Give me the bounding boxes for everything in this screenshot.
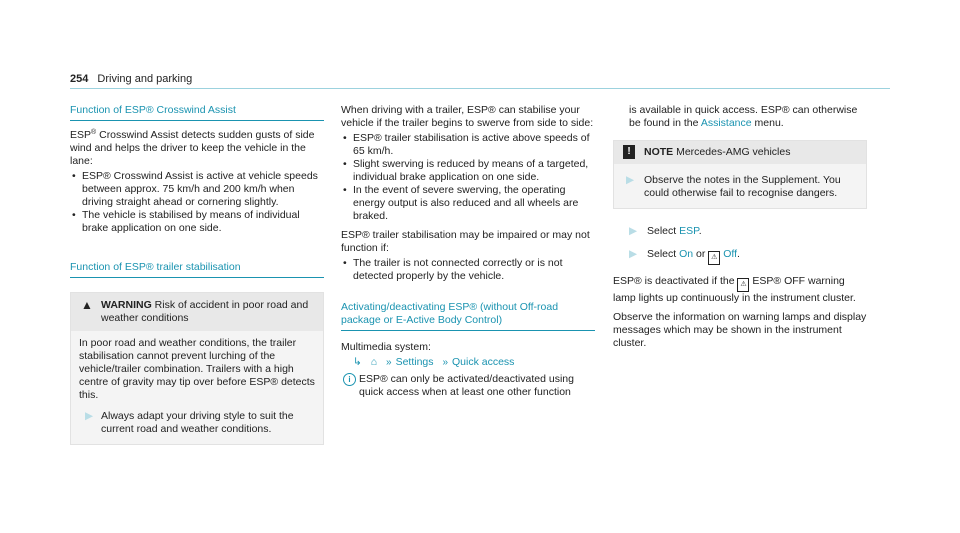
header-divider — [70, 88, 890, 89]
quick-access-note: is available in quick access. ESP® can otherwise be found in the Assistance menu. — [629, 104, 858, 129]
multimedia-label: Multimedia system: — [341, 341, 431, 353]
trailer-impaired: ESP® trailer stabilisation may be impaired or may not function if: — [341, 229, 590, 254]
warning-box — [70, 292, 324, 445]
warning-title: WARNING — [101, 299, 152, 311]
column-3 — [613, 104, 867, 350]
arrow-icon: ▶ — [85, 410, 94, 422]
arrow-icon: ▶ — [629, 225, 638, 237]
column-2 — [341, 104, 595, 399]
on-option[interactable]: On — [679, 248, 694, 260]
double-chevron-icon: » — [386, 357, 392, 368]
warning-body-wrap — [71, 331, 323, 444]
assistance-link[interactable]: Assistance — [700, 117, 752, 129]
quick-access-link[interactable]: Quick access — [452, 356, 515, 368]
arrow-icon: ▶ — [626, 174, 635, 186]
esp-off-icon: ⚠ — [708, 251, 720, 265]
warning-triangle-icon: ▲ — [81, 298, 93, 312]
step-select-on-off: ▶ Select On or ⚠ Off. — [613, 248, 867, 265]
list-item: • The trailer is not connected correctly or is not detected properly by the vehicle. — [341, 257, 595, 283]
heading-trailer-stabilisation: Function of ESP® trailer stabilisation — [70, 261, 324, 278]
step-select-esp: ▶ Select ESP. — [629, 225, 702, 237]
note-title: NOTE — [644, 146, 674, 158]
warning-step: ▶ Always adapt your driving style to suit the current road and weather conditions. — [85, 410, 294, 435]
heading-crosswind-assist: Function of ESP® Crosswind Assist — [70, 104, 324, 121]
info-note: i ESP® can only be activated/deactivated using quick access when at least one other function — [341, 373, 595, 399]
page-number: 254 — [70, 73, 89, 85]
home-icon[interactable]: ⌂ — [370, 356, 378, 368]
heading-activate-esp: Activating/deactivating ESP® (without Off-road package or E-Active Body Control) — [341, 301, 595, 331]
warning-text: Risk of accident in poor road and weather conditions — [101, 299, 309, 324]
off-option[interactable]: Off — [723, 248, 738, 260]
list-item: • ESP® trailer stabilisation is active above speeds of 65 km/h. — [341, 132, 595, 158]
arrow-icon: ▶ — [629, 248, 638, 260]
list-item: • Slight swerving is reduced by means of a targeted, individual brake application on one side. — [341, 158, 595, 184]
note-step: ▶ Observe the notes in the Supplement. You could otherwise fail to recognise dangers. — [626, 174, 841, 199]
trailer-list — [341, 132, 595, 223]
warning-header — [71, 293, 323, 331]
crosswind-intro: ESP® Crosswind Assist detects sudden gusts of side wind and helps the driver to keep the vehicle in the lane: — [70, 129, 315, 167]
column-1 — [70, 104, 324, 445]
menu-path — [341, 356, 595, 369]
impaired-list — [341, 257, 595, 283]
path-arrow-icon: ↳ — [353, 356, 362, 368]
note-text: Mercedes-AMG vehicles — [676, 146, 791, 158]
list-item: • The vehicle is stabilised by means of individual brake application on one side. — [70, 209, 324, 235]
esp-option[interactable]: ESP — [679, 225, 699, 237]
section-title: Driving and parking — [97, 73, 193, 85]
info-icon: i — [343, 373, 356, 386]
double-chevron-icon: » — [442, 357, 448, 368]
crosswind-list — [70, 170, 324, 235]
note-header — [614, 141, 866, 164]
exclamation-icon: ! — [623, 145, 635, 159]
warning-body: In poor road and weather conditions, the trailer stabilisation cannot prevent lurching of the vehicle/trailer combination. Trailers with a high centre of gravity may tip over before ESP® detects this. — [79, 337, 315, 401]
settings-link[interactable]: Settings — [395, 356, 434, 368]
list-item: • In the event of severe swerving, the operating energy output is also reduced and all wheels are braked. — [341, 184, 595, 223]
page-header — [70, 73, 192, 86]
list-item: • ESP® Crosswind Assist is active at vehicle speeds between approx. 75 km/h and 200 km/h when driving straight ahead or cornering slightly. — [70, 170, 324, 209]
trailer-intro: When driving with a trailer, ESP® can stabilise your vehicle if the trailer begins to swerve from side to side: — [341, 104, 594, 129]
observe-note: Observe the information on warning lamps and display messages which may be shown in the instrument cluster. — [613, 311, 867, 349]
deactivated-note: ESP® is deactivated if the ⚠ ESP® OFF warning lamp lights up continuously in the instrument cluster. — [613, 275, 856, 304]
esp-off-icon: ⚠ — [737, 278, 749, 292]
note-box — [613, 140, 867, 209]
